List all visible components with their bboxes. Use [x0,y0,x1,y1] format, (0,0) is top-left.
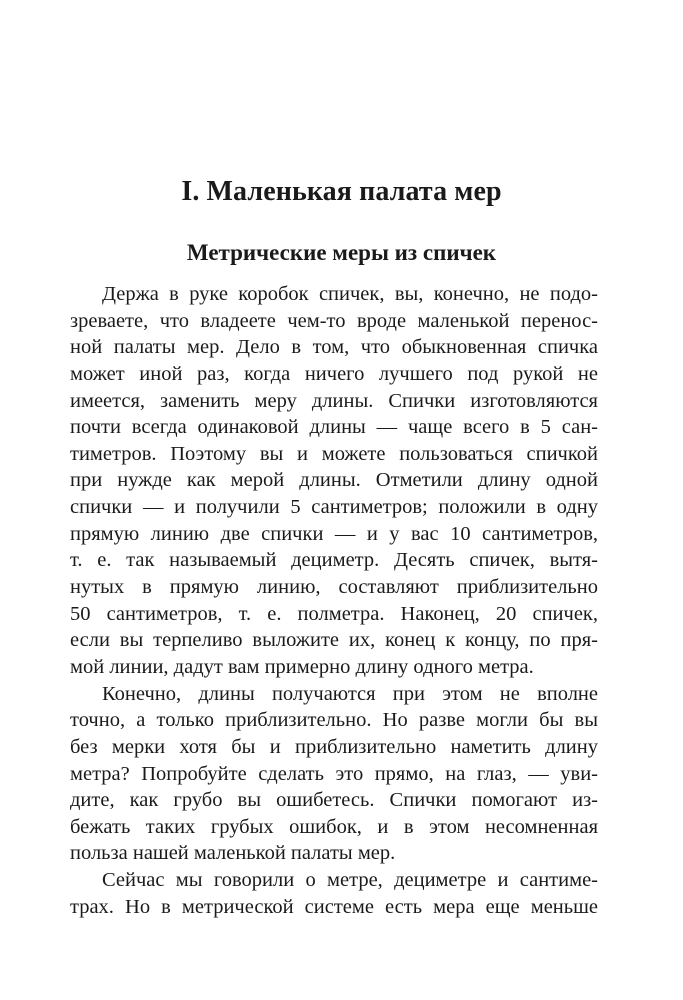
text-line: если вы терпеливо выложите их, конец к концу, по пря- [70,629,598,652]
text-line: Держа в руке коробок спичек, вы, конечно, не подо- [102,283,598,305]
text-line: имеется, заменить меру длины. Спички изготовляются [70,389,598,412]
paragraph [70,867,598,920]
text-line: дите, как грубо вы ошибетесь. Спички помогают из- [70,789,598,812]
text-line: Сейчас мы говорили о метре, дециметре и сантиме- [102,869,598,892]
text-line: бежать таких грубых ошибок, и в этом несомненная [70,815,598,838]
text-line: точно, а только приблизительно. Но разве могли бы вы [70,709,598,732]
chapter-title: I. Маленькая палата мер [181,176,502,207]
text-line: метра? Попробуйте сделать это прямо, на глаз, — уви- [70,762,598,785]
text-line: почти всегда одинаковой длины — чаще всего в 5 сан- [70,416,598,439]
text-line: прямую линию две спички — и у вас 10 сантиметров, [70,522,598,545]
text-line: тиметров. Поэтому вы и можете пользоваться спичкой [70,442,598,465]
paragraph [70,681,598,867]
text-line: нутых в прямую линию, составляют приблизительно [70,576,598,599]
text-line: спички — и получили 5 сантиметров; положили в одну [70,496,598,519]
text-line: без мерки хотя бы и приблизительно наметить длину [70,735,598,758]
text-line: Конечно, длины получаются при этом не вполне [102,682,598,705]
text-line: трах. Но в метрической системе есть мера еще меньше [70,895,598,918]
text-line: 50 сантиметров, т. е. полметра. Наконец, 20 спичек, [70,602,598,625]
text-line: польза нашей маленькой палаты мер. [70,842,396,865]
body-text [70,281,598,920]
text-line: зреваете, что владеете чем-то вроде маленькой перенос- [70,309,598,332]
text-line: может иной раз, когда ничего лучшего под рукой не [70,362,598,385]
section-title: Метрические меры из спичек [186,240,497,265]
text-line: при нужде как мерой длины. Отметили длину одной [70,469,598,492]
text-line: ной палаты мер. Дело в том, что обыкновенная спичка [70,336,598,359]
text-line: мой линии, дадут вам примерно длину одного метра. [70,655,534,678]
paragraph [70,281,598,681]
text-line: т. е. так называемый дециметр. Десять спичек, вытя- [70,549,598,572]
